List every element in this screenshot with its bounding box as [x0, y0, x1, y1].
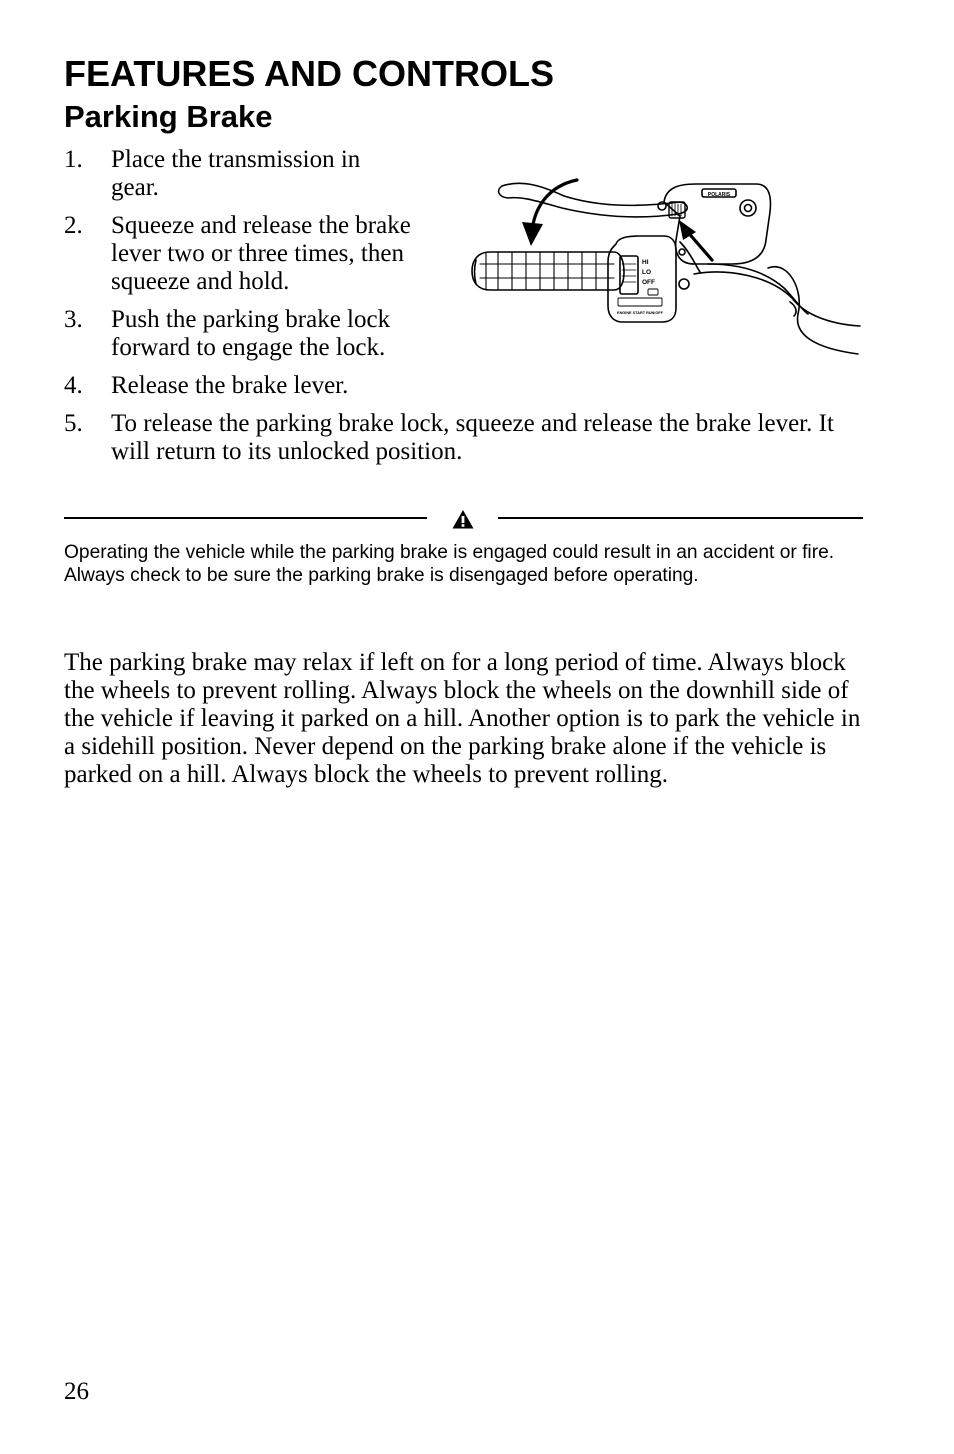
- step-item: [64, 306, 441, 362]
- step-item: [64, 212, 411, 296]
- button-labels: ENGINE START RUN/OFF: [617, 311, 663, 315]
- step-number: 3.: [64, 306, 83, 333]
- step-item: [64, 410, 864, 466]
- step-number: 2.: [64, 212, 83, 239]
- step-number: 5.: [64, 410, 83, 437]
- step-text: Push the parking brake lock forward to engage the lock.: [111, 306, 391, 361]
- switch-label-lo: LO: [642, 269, 652, 276]
- step-number: 4.: [64, 372, 83, 399]
- step-item: [64, 372, 864, 400]
- warning-rule-left: [64, 517, 427, 519]
- switch-label-hi: HI: [642, 259, 649, 266]
- brand-label: POLARIS: [707, 192, 731, 198]
- handlebar-grip: [472, 252, 624, 290]
- step-number: 1.: [64, 146, 83, 173]
- step-text: Squeeze and release the brake lever two or three times, then squeeze and hold.: [111, 212, 411, 295]
- warning-rule-right: [498, 517, 863, 519]
- switch-label-off: OFF: [642, 279, 655, 286]
- subsection-title: Parking Brake: [64, 99, 273, 134]
- body-paragraph: The parking brake may relax if left on for a long period of time. Always block the wheels to prevent rolling. Always block the wheels on the downhill side of the vehicle if leaving it parked on a hill. Another option is to park the vehicle in a sidehill position. Never depend on the parking brake alone if the vehicle is parked on a hill. Always block the wheels to prevent rolling.: [64, 649, 861, 788]
- brake-lever: [499, 183, 688, 217]
- warning-text: Operating the vehicle while the parking brake is engaged could result in an accident or fire. Always check to be sure the parking brake is disengaged before operating.: [64, 542, 835, 586]
- step-text: Place the transmission in gear.: [111, 146, 361, 201]
- brake-lever-illustration: [468, 172, 863, 360]
- step-text: Release the brake lever.: [111, 372, 349, 399]
- step-item: [64, 146, 411, 202]
- section-title: FEATURES AND CONTROLS: [64, 53, 554, 94]
- warning-triangle-icon: [451, 508, 475, 530]
- step-text: To release the parking brake lock, squeeze and release the brake lever. It will return to its unlocked position.: [111, 410, 834, 465]
- page-number: 26: [64, 1378, 89, 1405]
